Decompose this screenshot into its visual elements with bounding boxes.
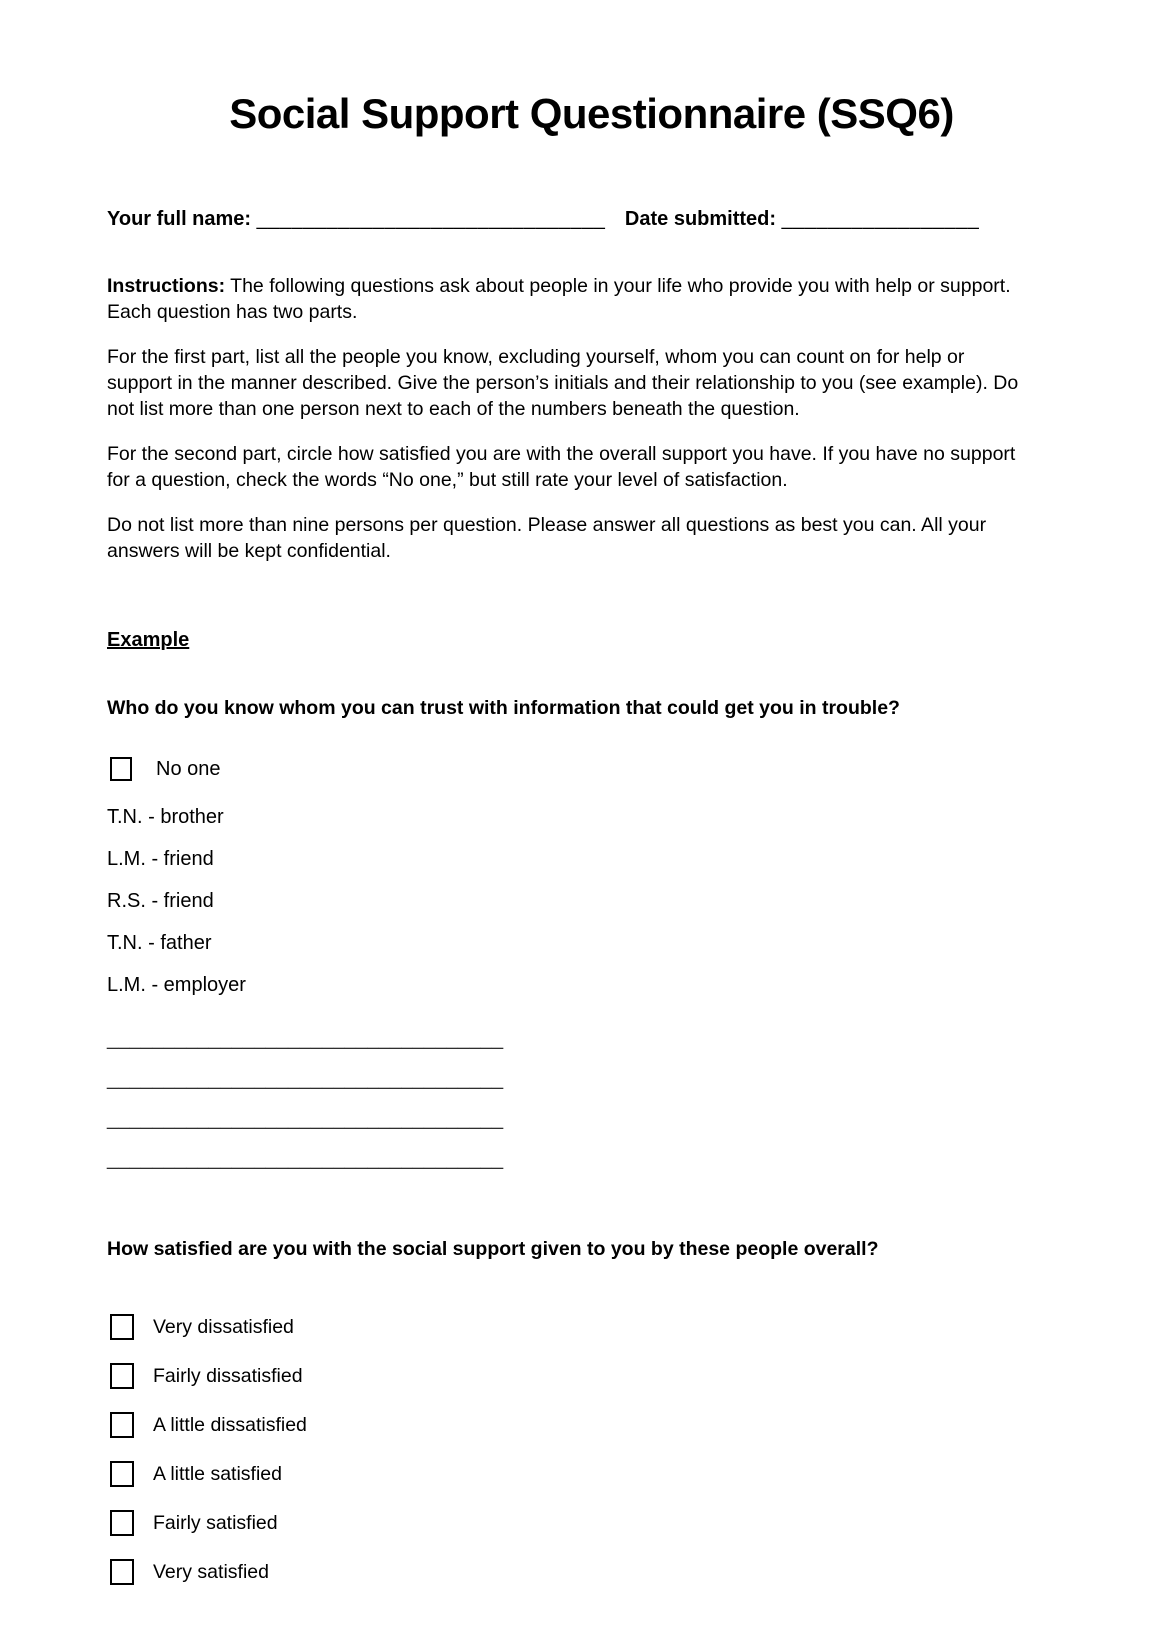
person-entry-1: T.N. - brother [107, 806, 224, 829]
answer-blank-line-1[interactable]: ___________________________________ [107, 1028, 504, 1051]
answer-blank-line-4[interactable]: ___________________________________ [107, 1148, 504, 1171]
answer-blank-line-3[interactable]: ___________________________________ [107, 1108, 504, 1131]
satisfaction-label-a-little-dissatisfied: A little dissatisfied [153, 1413, 307, 1436]
satisfaction-option-row [110, 1314, 1076, 1340]
satisfaction-label-fairly-dissatisfied: Fairly dissatisfied [153, 1364, 303, 1387]
full-name-label: Your full name: [107, 208, 252, 231]
no-one-label: No one [156, 757, 221, 780]
satisfaction-option-row [110, 1461, 1076, 1487]
instructions-label: Instructions: [107, 275, 226, 298]
satisfaction-checkbox-fairly-dissatisfied[interactable] [110, 1363, 134, 1389]
person-entry-3: R.S. - friend [107, 890, 214, 913]
example-heading: Example [107, 629, 190, 652]
instructions-paragraph-3: For the second part, circle how satisfied you are with the overall support you have. If you have no support for a question, check the words “No one,” but still rate your level of satisfaction. [107, 443, 1016, 492]
person-entry-2: L.M. - friend [107, 848, 214, 871]
satisfaction-option-row [110, 1510, 1076, 1536]
satisfaction-label-fairly-satisfied: Fairly satisfied [153, 1511, 278, 1534]
instructions-paragraph-1 [107, 273, 1022, 325]
question-satisfaction: How satisfied are you with the social support given to you by these people overall? [107, 1238, 879, 1261]
satisfaction-checkbox-very-satisfied[interactable] [110, 1559, 134, 1585]
answer-blanks [107, 1027, 1076, 1171]
satisfaction-checkbox-a-little-dissatisfied[interactable] [110, 1412, 134, 1438]
satisfaction-checkbox-a-little-satisfied[interactable] [110, 1461, 134, 1487]
satisfaction-checkbox-fairly-satisfied[interactable] [110, 1510, 134, 1536]
satisfaction-label-very-dissatisfied: Very dissatisfied [153, 1315, 294, 1338]
people-list [107, 807, 1076, 995]
date-submitted-label: Date submitted: [624, 208, 777, 231]
instructions-paragraph-4: Do not list more than nine persons per question. Please answer all questions as best you can. All your answers will be kept confidential. [107, 514, 987, 563]
satisfaction-label-very-satisfied: Very satisfied [153, 1560, 269, 1583]
instructions-paragraph-1-text: The following questions ask about people in your life who provide you with help or support. Each question has two parts. [107, 275, 1011, 324]
question-trust: Who do you know whom you can trust with information that could get you in trouble? [107, 697, 900, 720]
satisfaction-option-row [110, 1412, 1076, 1438]
satisfaction-label-a-little-satisfied: A little satisfied [153, 1462, 282, 1485]
header-fields-row [107, 207, 1076, 231]
instructions-paragraph-2: For the first part, list all the people you know, excluding yourself, whom you can count on for help or support in the manner described. Give the person’s initials and their relationship to you (see example). Do not list more than one person next to each of the numbers beneath the question. [107, 346, 1019, 421]
person-entry-5: L.M. - employer [107, 974, 246, 997]
full-name-blank[interactable]: ______________________________ [256, 208, 606, 231]
page-title: Social Support Questionnaire (SSQ6) [229, 90, 954, 137]
satisfaction-options [107, 1314, 1076, 1585]
no-one-checkbox[interactable] [110, 757, 132, 781]
satisfaction-option-row [110, 1363, 1076, 1389]
satisfaction-checkbox-very-dissatisfied[interactable] [110, 1314, 134, 1340]
answer-blank-line-2[interactable]: ___________________________________ [107, 1068, 504, 1091]
date-submitted-blank[interactable]: _________________ [781, 208, 980, 231]
person-entry-4: T.N. - father [107, 932, 212, 955]
satisfaction-option-row [110, 1559, 1076, 1585]
no-one-row [110, 757, 1076, 781]
